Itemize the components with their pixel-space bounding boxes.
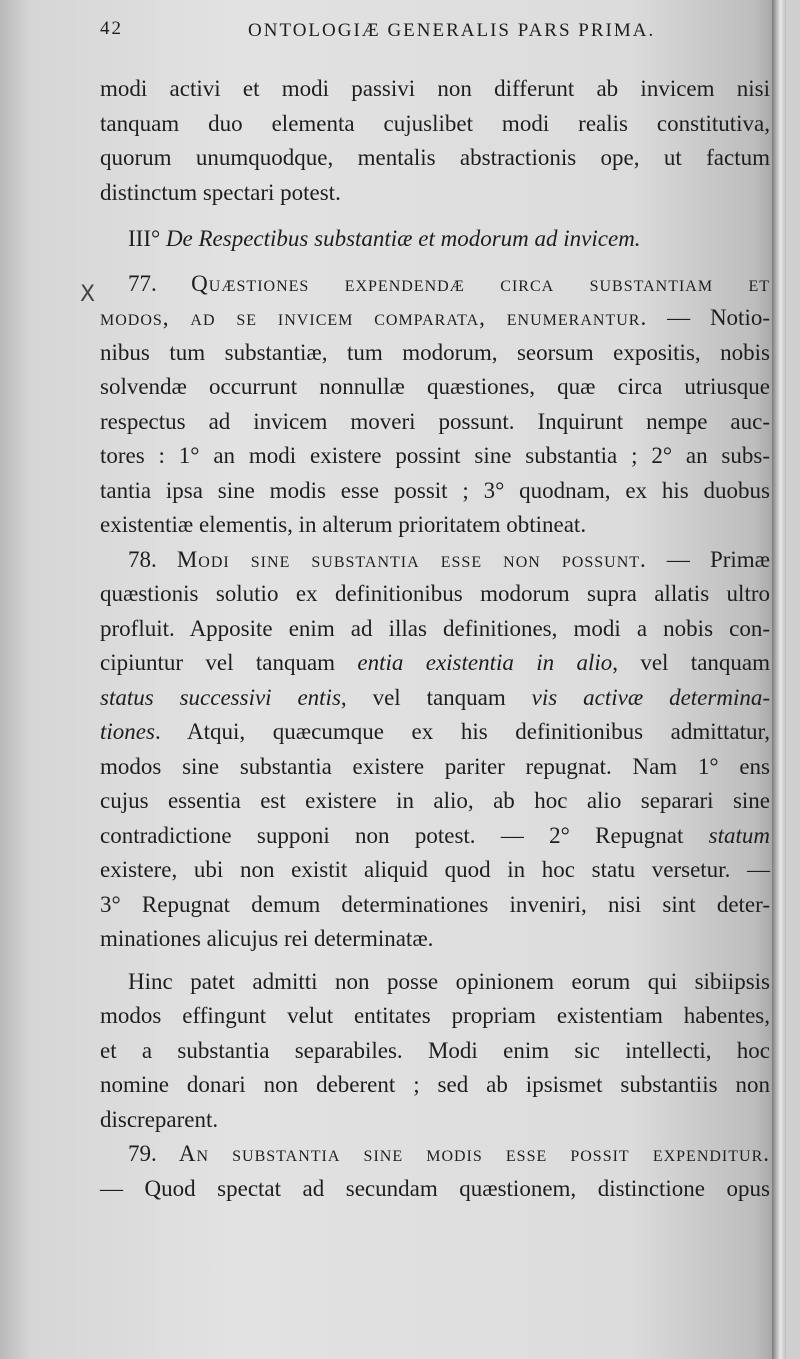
text-line: existentiæ elementis, in alterum prioritatem obtineat. <box>100 512 587 537</box>
spacer <box>100 957 770 965</box>
text-line: respectus ad invicem moveri possunt. Inquirunt nempe auc- <box>100 408 770 434</box>
text-line: modos sine substantia existere pariter repugnat. Nam 1° ens <box>100 753 770 779</box>
text-fragment: contradictione supponi non potest. — 2° Repugnat <box>100 822 709 848</box>
text-line: minationes alicujus rei determinatæ. <box>100 926 434 951</box>
text-line: existere, ubi non existit aliquid quod in hoc statu versetur. — <box>100 857 770 882</box>
article-number: 79. <box>128 1141 157 1166</box>
text-line: profluit. Apposite enim ad illas definitiones, modi a nobis con- <box>100 615 770 641</box>
italic-fragment: statum <box>708 822 770 848</box>
text-line <box>100 715 770 750</box>
text-fragment: — Notio- <box>667 305 770 330</box>
text-line: tantia ipsa sine modis esse possit ; 3° quodnam, ex his duobus <box>100 477 770 503</box>
italic-fragment: vis activæ determina- <box>531 684 770 710</box>
page-body <box>100 72 770 1206</box>
text-line: distinctum spectari potest. <box>100 179 341 205</box>
text-line: nomine donari non deberent ; sed ab ipsismet substantiis non <box>100 1072 770 1097</box>
article-77 <box>100 267 770 543</box>
text-fragment: , vel tanquam <box>612 650 770 675</box>
text-fragment: . Atqui, quæcumque ex his definitionibus admittatur, <box>154 719 770 744</box>
article-title-line <box>100 267 770 302</box>
article-title: An substantia sine modis esse possit expenditur. <box>178 1141 771 1166</box>
text-line: solvendæ occurrunt nonnullæ quæstiones, quæ circa utriusque <box>100 374 770 399</box>
text-line: modi activi et modi passivi non differunt ab invicem nisi <box>100 76 770 101</box>
article-79 <box>100 1137 770 1206</box>
text-line: modos effingunt velut entitates propriam existentiam habentes, <box>100 1003 770 1028</box>
text-line: Hinc patet admitti non posse opinionem eorum qui sibiipsis <box>128 968 770 994</box>
page-spine-edge <box>772 0 786 1359</box>
text-line: quorum unumquodque, mentalis abstractionis ope, ut factum <box>100 145 770 170</box>
paragraph-hinc <box>100 965 770 1138</box>
text-line: et a substantia separabiles. Modi enim sic intellecti, hoc <box>100 1037 770 1063</box>
italic-fragment: tiones <box>100 719 155 744</box>
text-line <box>100 819 770 854</box>
running-title: ONTOLOGIÆ GENERALIS PARS PRIMA. <box>248 20 656 41</box>
article-78 <box>100 543 770 957</box>
text-line: nibus tum substantiæ, tum modorum, seorsum expositis, nobis <box>100 339 770 365</box>
text-line: 3° Repugnat demum determinationes inveniri, nisi sint deter- <box>100 891 770 917</box>
text-fragment: — Primæ <box>666 546 771 572</box>
text-line: cujus essentia est existere in alio, ab hoc alio separari sine <box>100 788 770 813</box>
article-title-line <box>100 301 770 336</box>
text-line: tores : 1° an modi existere possint sine substantia ; 2° an subs- <box>100 443 770 468</box>
text-line: quæstionis solutio ex definitionibus modorum supra allatis ultro <box>100 581 770 606</box>
text-line: — Quod spectat ad secundam quæstionem, distinctione opus <box>100 1175 770 1201</box>
paragraph-continuation <box>100 72 770 210</box>
italic-fragment: status successivi entis <box>100 684 341 710</box>
text-line <box>100 681 770 716</box>
article-title: modos, ad se invicem comparata, enumerantur. <box>100 305 648 330</box>
text-line: discreparent. <box>100 1106 219 1132</box>
italic-fragment: entia existentia in alio <box>357 650 613 675</box>
section-numeral: III° <box>128 226 161 251</box>
text-fragment: cipiuntur vel tanquam <box>100 650 358 675</box>
article-title-line <box>100 1137 770 1172</box>
section-heading-text: De Respectibus substantiæ et modorum ad invicem. <box>165 226 641 251</box>
article-title: Quæstiones expendendæ circa substantiam et <box>191 270 770 296</box>
text-fragment: , vel tanquam <box>340 684 532 710</box>
article-title-line <box>100 543 770 578</box>
article-title: Modi sine substantia esse non possunt. <box>176 546 647 572</box>
text-line: tanquam duo elementa cujuslibet modi realis constitutiva, <box>100 110 770 136</box>
text-line <box>100 646 770 681</box>
section-heading <box>100 222 770 257</box>
handwritten-margin-mark: X <box>80 282 96 307</box>
article-number: 77. <box>128 270 157 296</box>
page-number: 42 <box>100 18 123 39</box>
article-number: 78. <box>128 546 157 572</box>
